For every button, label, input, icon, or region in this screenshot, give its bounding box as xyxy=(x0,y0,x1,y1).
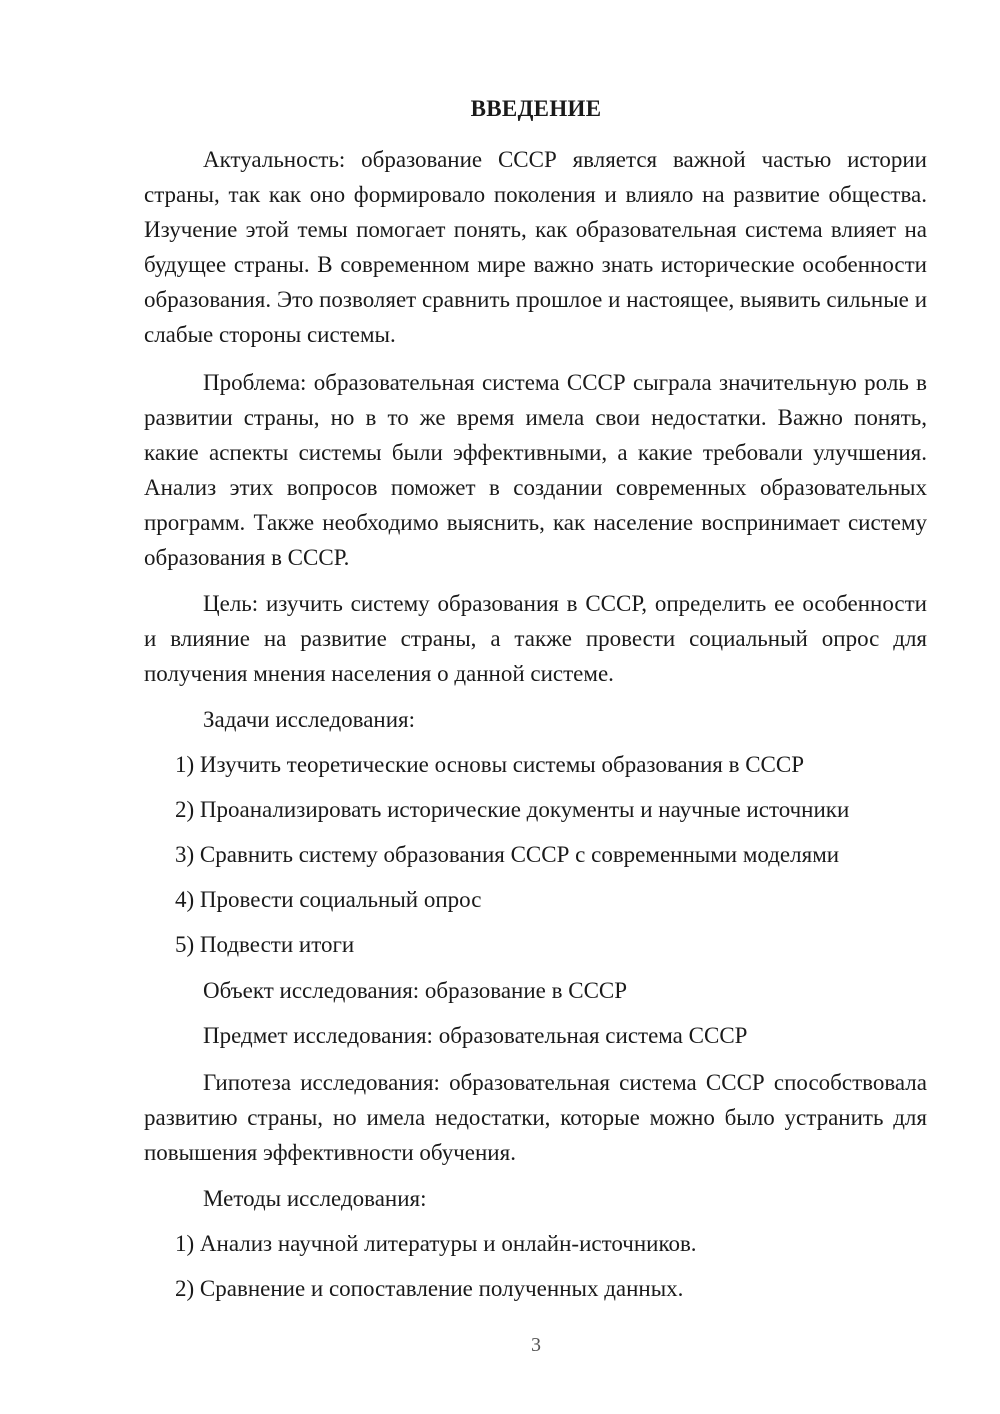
task-item: 3) Сравнить систему образования СССР с современными моделями xyxy=(175,842,840,867)
tasks-heading: Задачи исследования: xyxy=(203,707,416,732)
paragraph-goal: Цель: изучить систему образования в СССР, определить ее особенности и влияние на развитие страны, а также провести социальный опрос для получения мнения населения о данной системе. xyxy=(144,591,927,686)
method-item: 1) Анализ научной литературы и онлайн-источников. xyxy=(175,1231,697,1256)
task-item: 2) Проанализировать исторические документы и научные источники xyxy=(175,797,850,822)
task-item: 1) Изучить теоретические основы системы образования в СССР xyxy=(175,752,805,777)
task-item: 4) Провести социальный опрос xyxy=(175,887,482,912)
method-item: 2) Сравнение и сопоставление полученных данных. xyxy=(175,1276,684,1301)
paragraph-hypothesis: Гипотеза исследования: образовательная система СССР способствовала развитию страны, но имела недостатки, которые можно было устранить для повышения эффективности обучения. xyxy=(144,1070,927,1165)
page-number: 3 xyxy=(531,1334,541,1356)
task-item: 5) Подвести итоги xyxy=(175,932,355,957)
paragraph-relevance: Актуальность: образование СССР является важной частью истории страны, так как оно формировало поколения и влияло на развитие общества. Изучение этой темы помогает понять, как образовательная система влияет на будущее страны. В современном мире важно знать исторические особенности образования. Это позволяет сравнить прошлое и настоящее, выявить сильные и слабые стороны системы. xyxy=(144,147,927,347)
section-title: ВВЕДЕНИЕ xyxy=(470,96,602,121)
research-subject: Предмет исследования: образовательная система СССР xyxy=(203,1023,748,1048)
paragraph-problem: Проблема: образовательная система СССР сыграла значительную роль в развитии страны, но в то же время имела свои недостатки. Важно понять, какие аспекты системы были эффективными, а какие требовали улучшения. Анализ этих вопросов поможет в создании современных образовательных программ. Также необходимо выяснить, как население воспринимает систему образования в СССР. xyxy=(144,370,927,570)
research-object: Объект исследования: образование в СССР xyxy=(203,978,628,1003)
methods-heading: Методы исследования: xyxy=(203,1186,427,1211)
